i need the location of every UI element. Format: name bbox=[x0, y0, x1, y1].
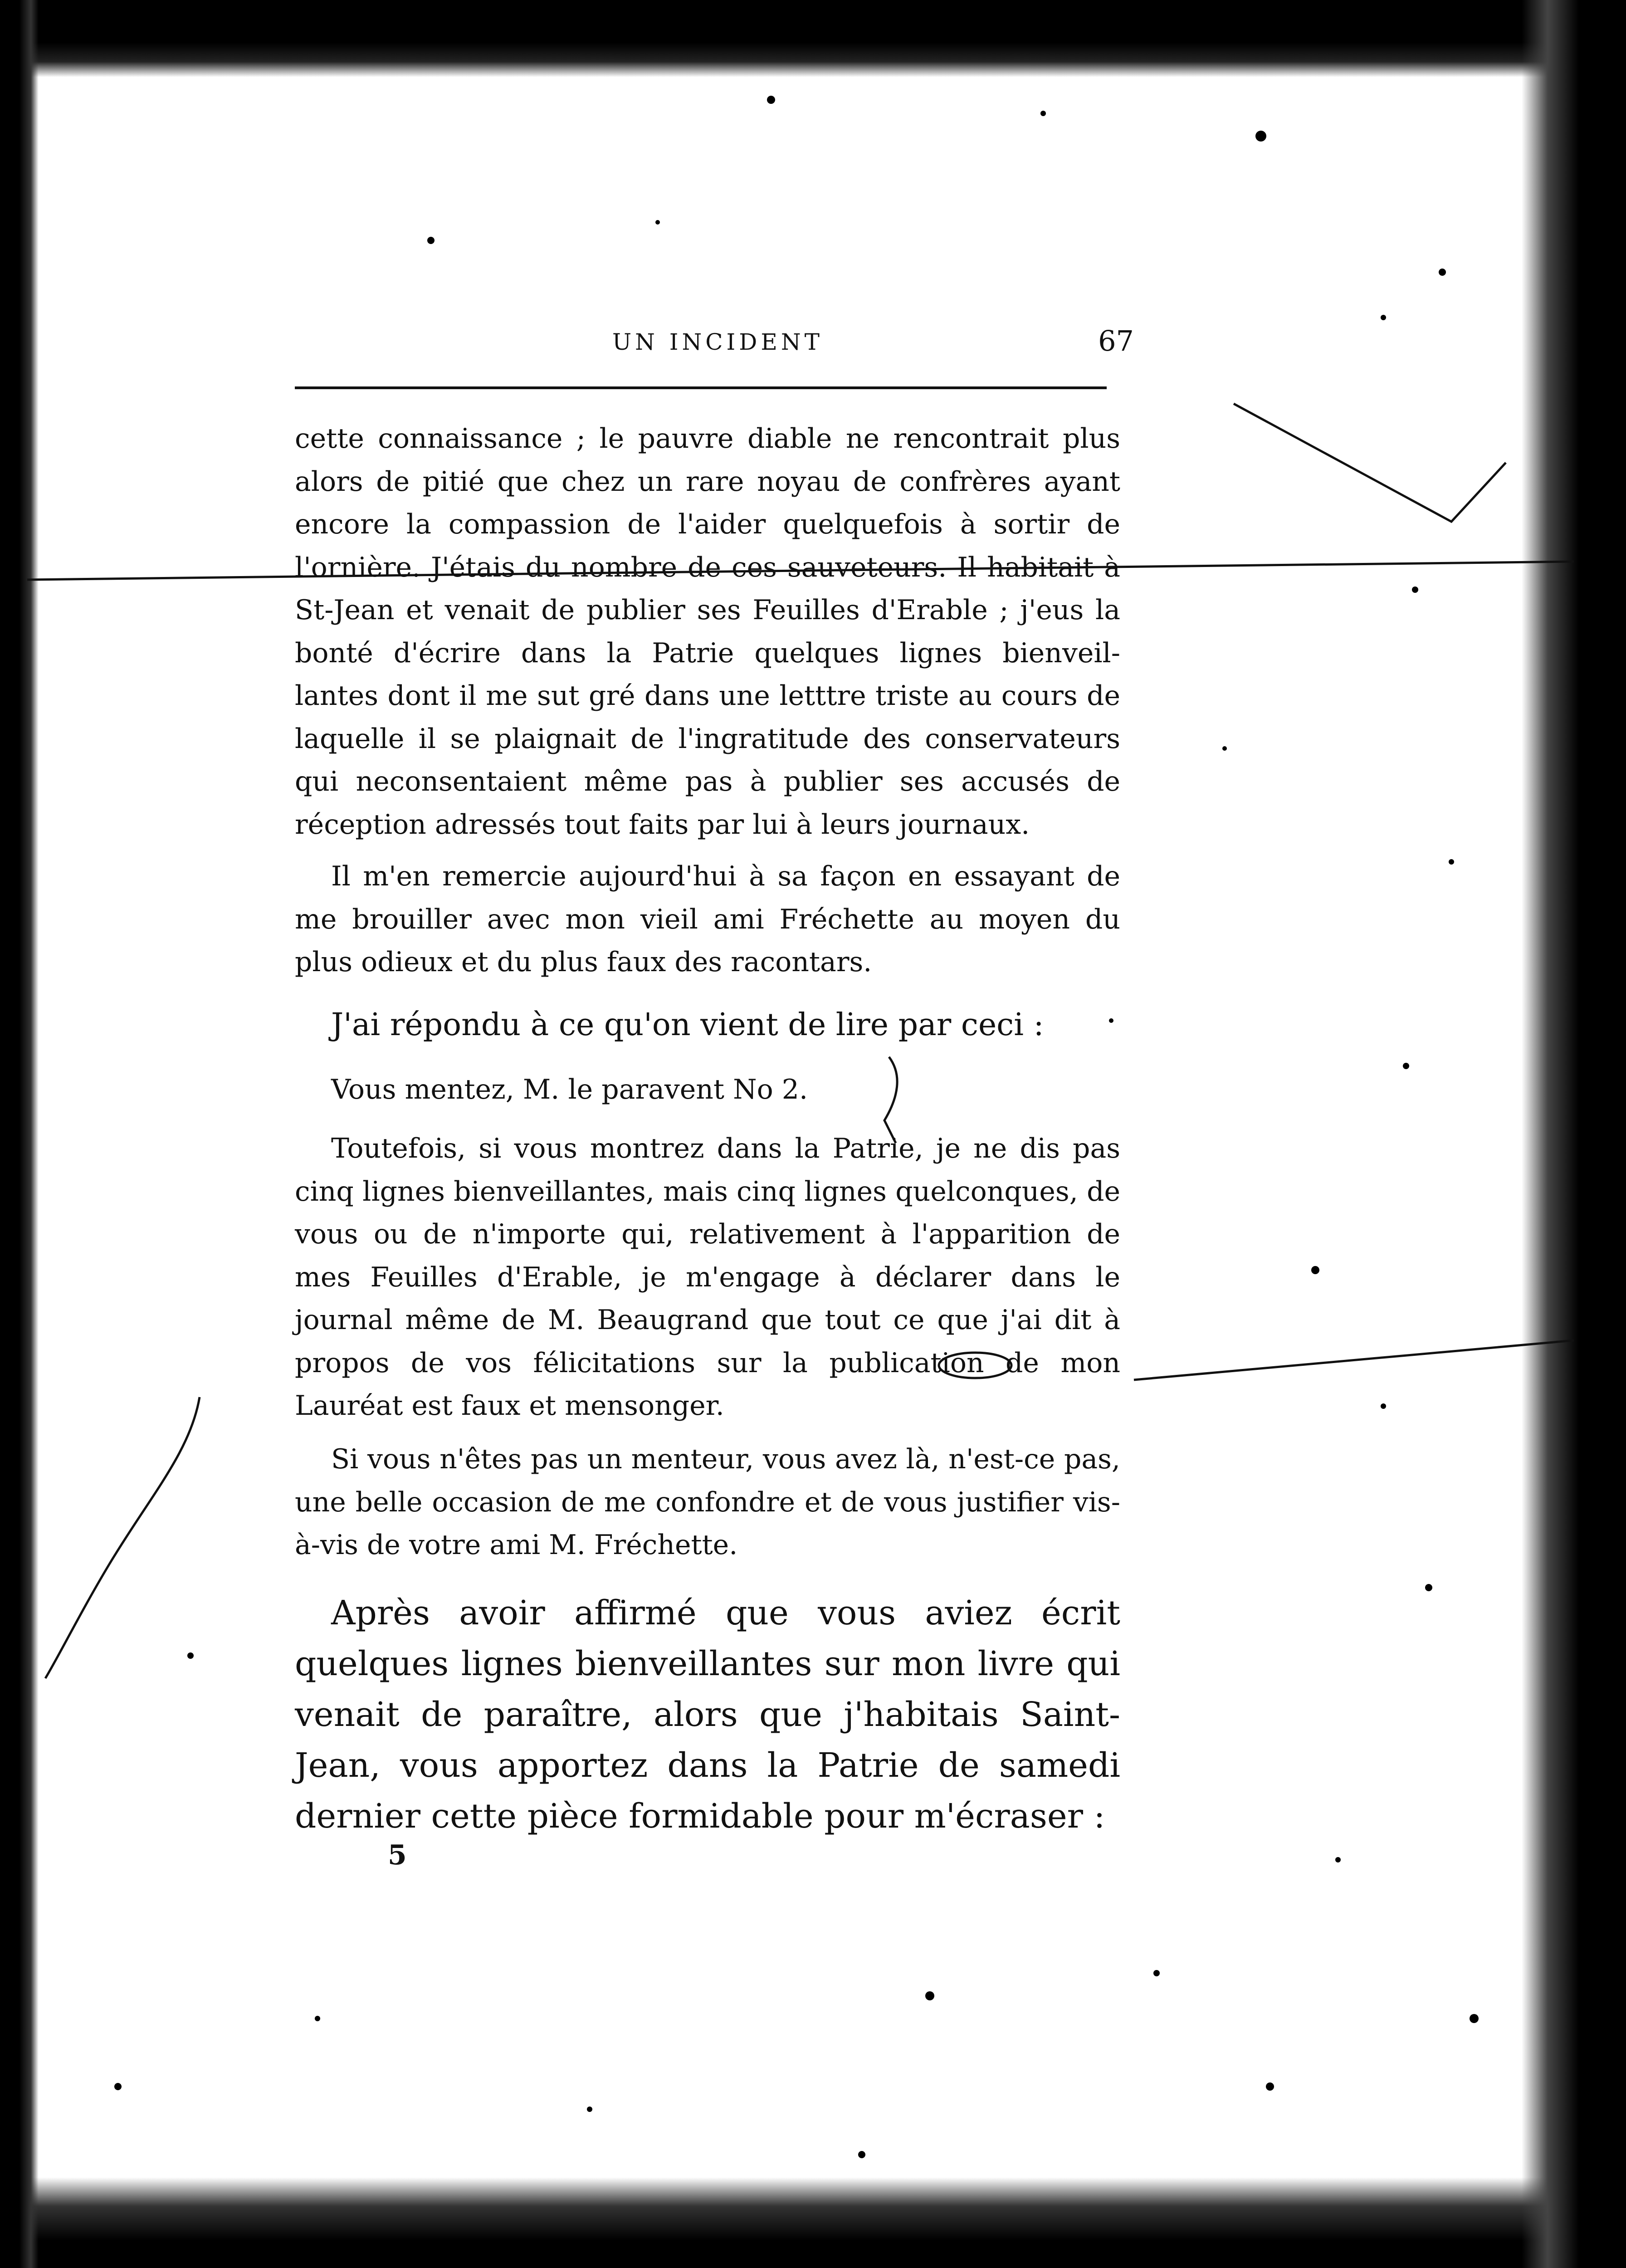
paragraph-2: Il m'en remercie aujourd'hui à sa façon en essayant de me brouiller avec mon vieil ami Fréchette au moyen du plus odieux et du plus faux des racontars. bbox=[295, 860, 1120, 978]
signature-mark: 5 bbox=[388, 1839, 407, 1871]
paragraph-block-3 bbox=[295, 1002, 1120, 1048]
paragraph-block-5 bbox=[295, 1127, 1120, 1427]
paragraph-block-4 bbox=[295, 1068, 1120, 1111]
paragraph-block-6 bbox=[295, 1438, 1120, 1567]
running-head bbox=[295, 320, 1134, 370]
paragraph-6: Si vous n'êtes pas un menteur, vous avez là, n'est-ce pas, une belle occasion de me confondre et de vous justifier vis-à-vis de votre ami M. Fréchette. bbox=[295, 1443, 1120, 1561]
paragraph-1: cette connaissance ; le pauvre diable ne rencontrait plus alors de pitié que chez un rare noyau de confrères ayant encore la compassion de l'aider quelquefois à sortir de l'ornière. J'étais du nombre de ces sauveteurs. Il habitait à St-Jean et venait de publier ses Feuilles d'Erable ; j'eus la bonté d'écrire dans la Patrie quelques lignes bienveil-lantes dont il me sut gré dans une letttre triste au cours de laquelle il se plaignait de l'ingratitude des conservateurs qui neconsentaient même pas à publier ses accusés de réception adressés tout faits par lui à leurs journaux. bbox=[295, 423, 1120, 841]
paragraph-block-1 bbox=[295, 417, 1120, 846]
paragraph-block-7 bbox=[295, 1588, 1120, 1842]
page-number: 67 bbox=[1098, 324, 1134, 357]
paragraph-block-2 bbox=[295, 855, 1120, 984]
paragraph-4: Vous mentez, M. le paravent No 2. bbox=[331, 1074, 808, 1105]
paragraph-3: J'ai répondu à ce qu'on vient de lire par ceci : bbox=[331, 1007, 1044, 1043]
header-rule bbox=[295, 386, 1107, 389]
paragraph-7: Après avoir affirmé que vous aviez écrit quelques lignes bienveillantes sur mon livre qui venait de paraître, alors que j'habitais Saint-Jean, vous apportez dans la Patrie de samedi dernier cette pièce formidable pour m'écraser : bbox=[295, 1593, 1120, 1836]
paragraph-5: Toutefois, si vous montrez dans la Patrie, je ne dis pas cinq lignes bienveillantes, mais cinq lignes quelconques, de vous ou de n'importe qui, relativement à l'apparition de mes Feuilles d'Erable, je m'engage à déclarer dans le journal même de M. Beaugrand que tout ce que j'ai dit à propos de vos félicitations sur la publication de mon Lauréat est faux et mensonger. bbox=[295, 1133, 1120, 1422]
running-head-title: UN INCIDENT bbox=[612, 329, 823, 355]
